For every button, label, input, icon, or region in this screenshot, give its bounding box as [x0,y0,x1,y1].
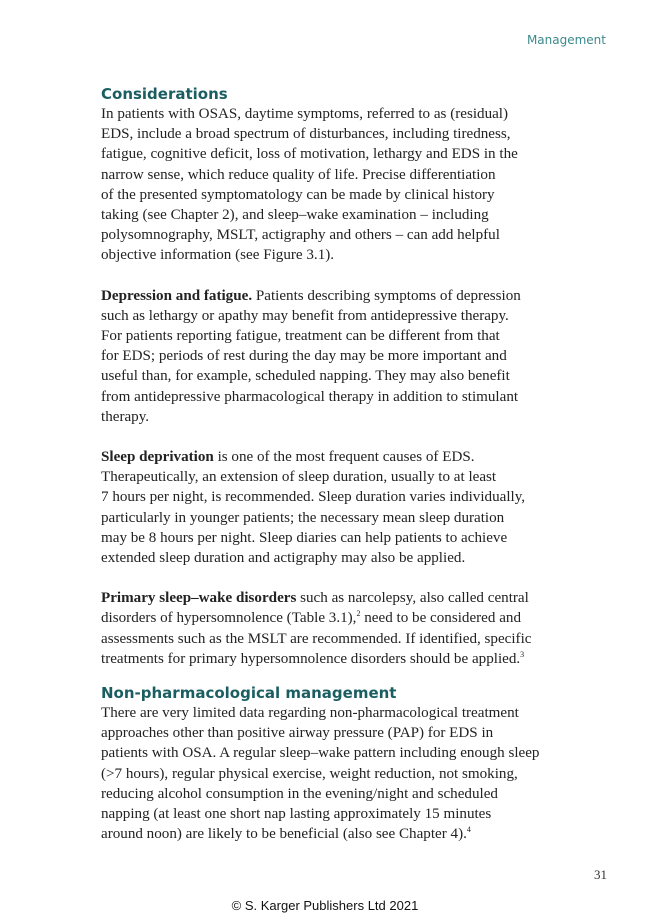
text-line: useful than, for example, scheduled napping. They may also benefit [101,368,510,385]
primary-lead: Primary sleep–wake disorders [101,590,297,607]
text-line: patients with OSA. A regular sleep–wake pattern including enough sleep [101,745,540,762]
text-line: such as lethargy or apathy may benefit from antidepressive therapy. [101,307,509,324]
text-fragment: disorders of hypersomnolence (Table 3.1), [101,610,357,627]
text-line: Therapeutically, an extension of sleep duration, usually to at least [101,469,497,486]
page-number: 31 [594,867,607,882]
primary-first-rest: such as narcolepsy, also called central [296,590,529,607]
sleep-deprivation-paragraph [101,447,571,568]
reference-2: 2 [356,609,361,619]
considerations-paragraph [101,104,571,266]
running-head: Management [526,33,606,47]
text-line: (>7 hours), regular physical exercise, weight reduction, not smoking, [101,765,518,782]
text-line: therapy. [101,408,150,425]
reference-3: 3 [520,649,525,659]
text-line: napping (at least one short nap lasting approximately 15 minutes [101,806,492,823]
text-line: may be 8 hours per night. Sleep diaries can help patients to achieve [101,529,508,546]
sleep-deprivation-first-rest: is one of the most frequent causes of EDS. [213,449,475,466]
text-line [101,824,571,844]
text-line: In patients with OSAS, daytime symptoms, referred to as (residual) [101,106,509,122]
text-line: taking (see Chapter 2), and sleep–wake examination – including [101,207,489,224]
text-line: EDS, include a broad spectrum of disturbances, including tiredness, [101,126,511,143]
text-fragment: around noon) are likely to be beneficial (also see Chapter 4). [101,826,467,843]
text-line: fatigue, cognitive deficit, loss of motivation, lethargy and EDS in the [101,146,518,163]
primary-disorders-paragraph [101,588,571,669]
text-line: narrow sense, which reduce quality of life. Precise differentiation [101,166,496,183]
sleep-deprivation-lead: Sleep deprivation [101,449,214,466]
depression-paragraph [101,286,571,427]
nonpharm-paragraph [101,703,571,844]
text-fragment: treatments for primary hypersomnolence disorders should be applied. [101,650,521,667]
text-line [101,286,571,306]
text-line: For patients reporting fatigue, treatment can be different from that [101,328,500,345]
text-fragment: need to be considered and [360,610,521,627]
depression-first-rest: Patients describing symptoms of depression [252,287,521,304]
text-line [101,447,571,467]
text-line: for EDS; periods of rest during the day may be more important and [101,348,507,365]
text-line: extended sleep duration and actigraphy may also be applied. [101,550,466,567]
text-line: of the presented symptomatology can be made by clinical history [101,186,495,203]
text-line: There are very limited data regarding non-pharmacological treatment [101,705,519,722]
nonpharm-heading: Non-pharmacological management [101,684,397,703]
copyright-notice: © S. Karger Publishers Ltd 2021 [231,898,419,913]
text-line [101,608,571,628]
reference-4: 4 [466,825,471,835]
text-line: assessments such as the MSLT are recommended. If identified, specific [101,630,532,647]
text-line [101,588,571,608]
considerations-heading: Considerations [101,85,228,103]
text-line: from antidepressive pharmacological therapy in addition to stimulant [101,388,519,405]
text-line: reducing alcohol consumption in the evening/night and scheduled [101,785,498,802]
text-line: particularly in younger patients; the necessary mean sleep duration [101,509,505,526]
text-line: 7 hours per night, is recommended. Sleep duration varies individually, [101,489,526,506]
page-content [101,84,571,845]
depression-lead: Depression and fatigue. [101,287,253,304]
text-line [101,649,571,669]
text-line: polysomnography, MSLT, actigraphy and others – can add helpful [101,227,500,244]
text-line: approaches other than positive airway pressure (PAP) for EDS in [101,725,494,742]
text-line: objective information (see Figure 3.1). [101,247,335,264]
